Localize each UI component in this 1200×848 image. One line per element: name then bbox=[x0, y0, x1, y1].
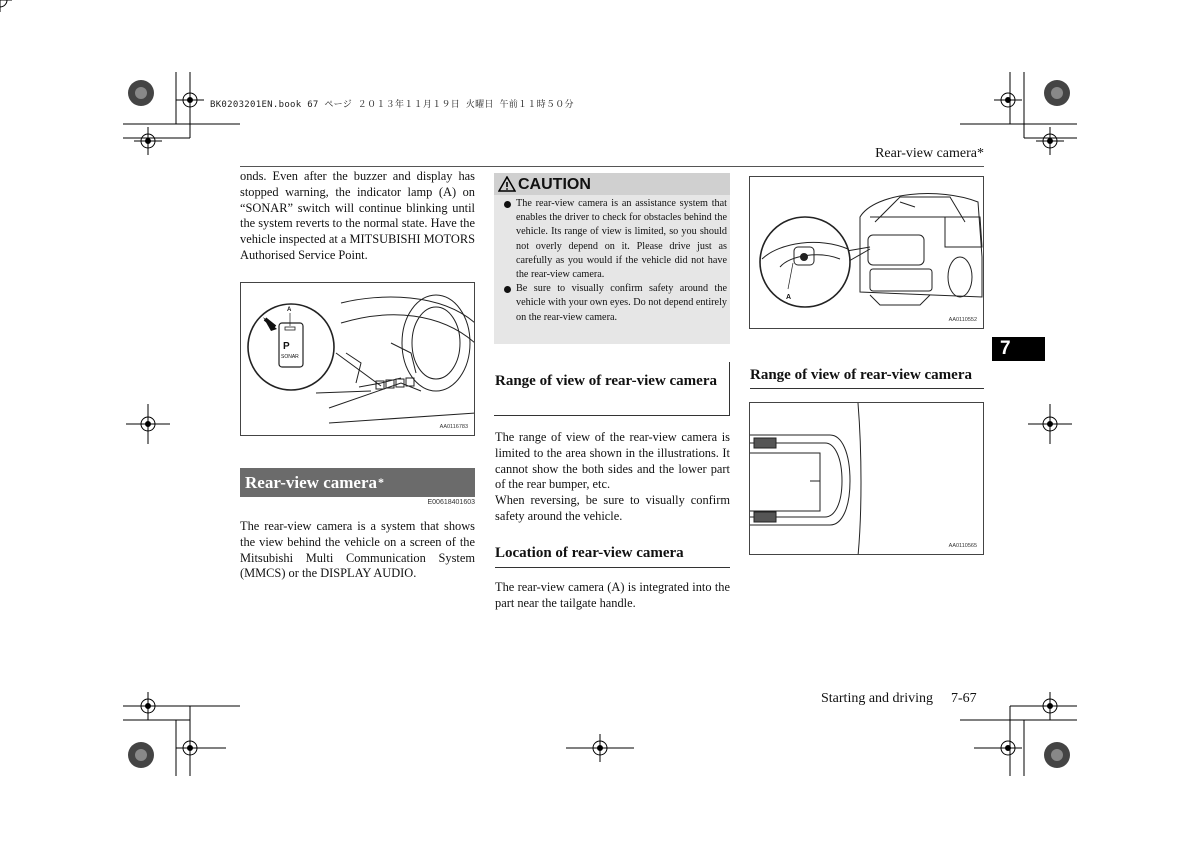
caution-item: Be sure to visually confirm safety around the vehicle with your own eyes. Do not depend entirely on the rear-view camera. bbox=[503, 282, 727, 325]
p-label: P bbox=[283, 341, 290, 352]
section-title-bar bbox=[240, 468, 475, 497]
continued-paragraph: onds. Even after the buzzer and display has stopped warning, the indicator lamp (A) on “SONAR” switch will continue blinking until the system reverts to the normal state. Have the vehicle inspected at a MITSUBISHI MOTORS Authorised Service Point. bbox=[240, 169, 476, 262]
callout-a-label: A bbox=[287, 307, 292, 313]
dashboard-illustration bbox=[241, 283, 475, 436]
section-star: * bbox=[378, 475, 384, 489]
range-heading-right: Range of view of rear-view camera bbox=[750, 367, 972, 383]
location-heading: Location of rear-view camera bbox=[495, 545, 684, 561]
intro-paragraph: The rear-view camera is a system that shows the view behind the vehicle on a screen of the Mitsubishi Multi Communication System (MMCS) or the DISPLAY AUDIO. bbox=[240, 519, 475, 581]
location-heading-block bbox=[495, 543, 730, 568]
print-header: BK0203201EN.book 67 ページ ２０１３年１１月１９日 火曜日 午前１１時５０分 bbox=[210, 100, 574, 110]
range-of-view-figure bbox=[749, 402, 984, 555]
range-heading: Range of view of rear-view camera bbox=[495, 373, 717, 389]
heading-rule bbox=[495, 567, 730, 568]
running-head: Rear-view camera* bbox=[875, 146, 984, 161]
page-footer bbox=[821, 691, 977, 707]
caution-box bbox=[494, 173, 730, 344]
warning-triangle-icon bbox=[498, 176, 516, 192]
caution-list bbox=[503, 197, 727, 325]
sonar-switch-figure bbox=[240, 282, 475, 436]
callout-a-label: A bbox=[786, 294, 792, 301]
section-title: Rear-view camera bbox=[245, 473, 377, 492]
figure-code: AA0110565 bbox=[948, 543, 977, 549]
section-code: E00618401603 bbox=[427, 499, 475, 506]
caution-title: CAUTION bbox=[518, 176, 591, 193]
page-number: 7-67 bbox=[951, 691, 977, 706]
footer-section: Starting and driving bbox=[821, 691, 933, 706]
figure-code: AA0116783 bbox=[439, 424, 468, 430]
caution-header bbox=[494, 173, 730, 195]
range-heading-right-block bbox=[750, 365, 984, 389]
header-rule bbox=[240, 166, 984, 167]
caution-item: The rear-view camera is an assistance system that enables the driver to check for obstacles behind the vehicle. Its range of view is limited, so you should not overly depend on it. Please drive just as carefully as you would if the vehicle did not have the rear-view camera. bbox=[503, 197, 727, 282]
location-paragraph: The rear-view camera (A) is integrated into the part near the tailgate handle. bbox=[495, 580, 730, 610]
range-paragraph: The range of view of the rear-view camera is limited to the area shown in the illustrations. It cannot show the both sides and the lower part of the rear bumper, etc. When reversing, be sure to visually confirm safety around the vehicle. bbox=[495, 430, 730, 523]
vehicle-rear-illustration bbox=[750, 177, 984, 329]
figure-code: AA0110552 bbox=[948, 317, 977, 323]
chapter-tab: 7 bbox=[992, 337, 1045, 361]
heading-rule bbox=[750, 388, 984, 389]
sonar-label: SONAR bbox=[281, 354, 299, 360]
camera-location-figure bbox=[749, 176, 984, 329]
range-view-illustration bbox=[750, 403, 984, 555]
